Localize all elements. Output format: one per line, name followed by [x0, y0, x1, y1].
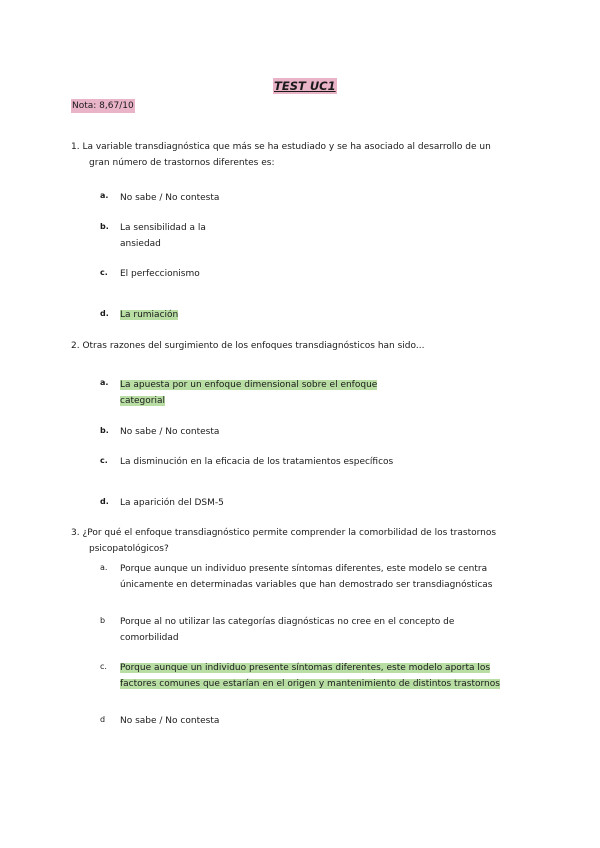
option-text: La disminución en la eficacia de los tratamientos específicos	[120, 457, 394, 467]
q2-option-d[interactable]	[120, 495, 224, 511]
option-text: Porque aunque un individuo presente síntomas diferentes, este modelo se centra	[120, 564, 488, 574]
q3-option-c[interactable]	[120, 660, 500, 692]
option-text: No sabe / No contesta	[120, 716, 220, 726]
option-letter: b.	[100, 426, 109, 435]
option-text-correct: categorial	[120, 396, 165, 406]
option-letter: b	[100, 616, 106, 625]
question-3-line-1: 3. ¿Por qué el enfoque transdiagnóstico permite comprender la comorbilidad de los trastornos	[71, 528, 497, 538]
q1-option-b[interactable]	[120, 220, 206, 252]
option-letter: c.	[100, 456, 108, 465]
option-text-correct: Porque aunque un individuo presente síntomas diferentes, este modelo aporta los	[120, 663, 491, 673]
q3-option-a[interactable]	[120, 561, 492, 593]
option-text: No sabe / No contesta	[120, 193, 220, 203]
option-text: La sensibilidad a la	[120, 223, 206, 233]
option-text: ansiedad	[120, 239, 161, 249]
option-letter: d	[100, 715, 106, 724]
option-text: No sabe / No contesta	[120, 427, 220, 437]
option-text: únicamente en determinadas variables que han demostrado ser transdiagnósticas	[120, 580, 493, 590]
page-title: TEST UC1	[274, 79, 336, 93]
option-letter: d.	[100, 309, 109, 318]
option-text-correct: La apuesta por un enfoque dimensional sobre el enfoque	[120, 380, 378, 390]
option-text: Porque al no utilizar las categorías diagnósticas no cree en el concepto de	[120, 617, 455, 627]
question-3-text	[71, 525, 496, 557]
option-letter: d.	[100, 497, 109, 506]
question-1-text	[71, 139, 491, 171]
q1-option-c[interactable]	[120, 266, 200, 282]
question-3-line-2: psicopatológicos?	[89, 544, 169, 554]
q1-option-d[interactable]	[120, 307, 178, 323]
option-text-correct: factores comunes que estarían en el origen y mantenimiento de distintos trastornos	[120, 679, 500, 689]
q2-option-a[interactable]	[120, 377, 377, 409]
question-2-text	[71, 338, 424, 354]
option-letter: a.	[100, 378, 109, 387]
option-text: comorbilidad	[120, 633, 179, 643]
q3-option-b[interactable]	[120, 614, 454, 646]
option-letter: b.	[100, 222, 109, 231]
option-text: El perfeccionismo	[120, 269, 200, 279]
q2-option-c[interactable]	[120, 454, 393, 470]
option-letter: a.	[100, 191, 109, 200]
q1-option-a[interactable]	[120, 190, 219, 206]
option-letter: c.	[100, 662, 107, 671]
q3-option-d[interactable]	[120, 713, 219, 729]
option-letter: c.	[100, 268, 108, 277]
score-label: Nota: 8,67/10	[72, 101, 134, 111]
option-letter: a.	[100, 563, 108, 572]
question-2-line-1: 2. Otras razones del surgimiento de los enfoques transdiagnósticos han sido...	[71, 341, 425, 351]
option-text-correct: La rumiación	[120, 310, 179, 320]
option-text: La aparición del DSM-5	[120, 498, 224, 508]
question-1-line-1: 1. La variable transdiagnóstica que más se ha estudiado y se ha asociado al desarrollo de un	[71, 142, 491, 152]
question-1-line-2: gran número de trastornos diferentes es:	[89, 158, 275, 168]
q2-option-b[interactable]	[120, 424, 219, 440]
